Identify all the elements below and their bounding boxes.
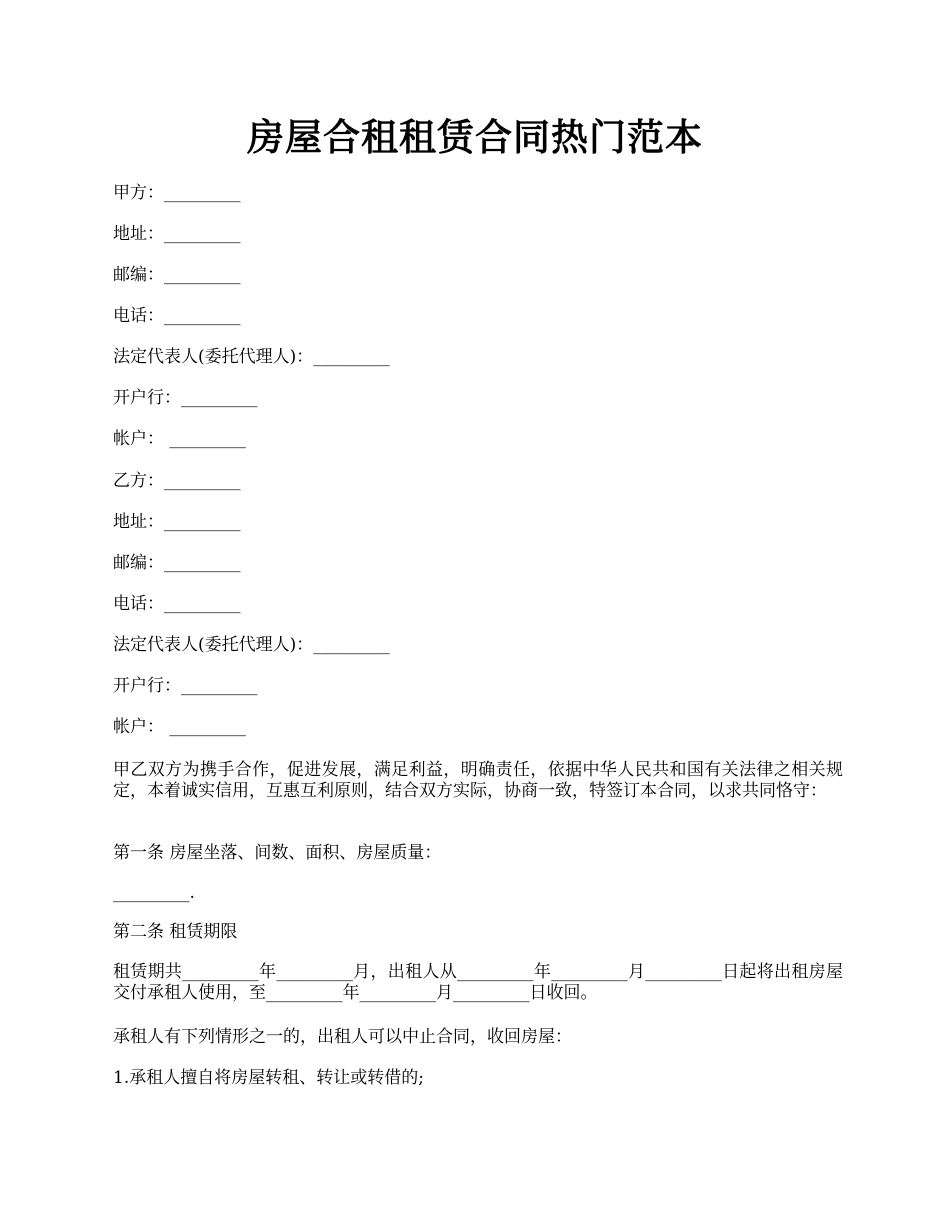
article2-heading: 第二条 租赁期限 — [113, 922, 238, 942]
article2-item-1: 1.承租人擅自将房屋转租、转让或转借的; — [113, 1068, 424, 1088]
party-a-bank: 开户行：_________ — [113, 388, 258, 408]
party-b-address: 地址：_________ — [113, 512, 241, 532]
party-a-phone: 电话：_________ — [113, 306, 241, 326]
party-a-postcode: 邮编：_________ — [113, 265, 241, 285]
article2-termination: 承租人有下列情形之一的，出租人可以中止合同，收回房屋： — [113, 1027, 572, 1047]
party-a-label: 甲方：_________ — [113, 183, 241, 203]
party-b-account: 帐户： _________ — [113, 717, 246, 737]
party-b-legal-rep: 法定代表人(委托代理人)：_________ — [113, 635, 390, 655]
article1-blank: _________. — [113, 883, 195, 903]
party-a-legal-rep: 法定代表人(委托代理人)：_________ — [113, 347, 390, 367]
document-title: 房屋合租租赁合同热门范本 — [247, 115, 703, 159]
party-b-phone: 电话：_________ — [113, 594, 241, 614]
party-a-address: 地址：_________ — [113, 224, 241, 244]
party-b-postcode: 邮编：_________ — [113, 553, 241, 573]
party-b-bank: 开户行：_________ — [113, 676, 258, 696]
article1-heading: 第一条 房屋坐落、间数、面积、房屋质量： — [113, 843, 442, 863]
article2-term-paragraph: 租赁期共_________年_________月，出租人从_________年_________月_________日起将出租房屋交付承租人使用，至_________年_________月_________日收回。 — [113, 962, 843, 1003]
party-a-account: 帐户： _________ — [113, 429, 246, 449]
party-b-label: 乙方：_________ — [113, 471, 241, 491]
preamble-paragraph: 甲乙双方为携手合作，促进发展，满足利益，明确责任，依据中华人民共和国有关法律之相关规定，本着诚实信用，互惠互利原则，结合双方实际，协商一致，特签订本合同，以求共同恪守： — [113, 760, 843, 801]
